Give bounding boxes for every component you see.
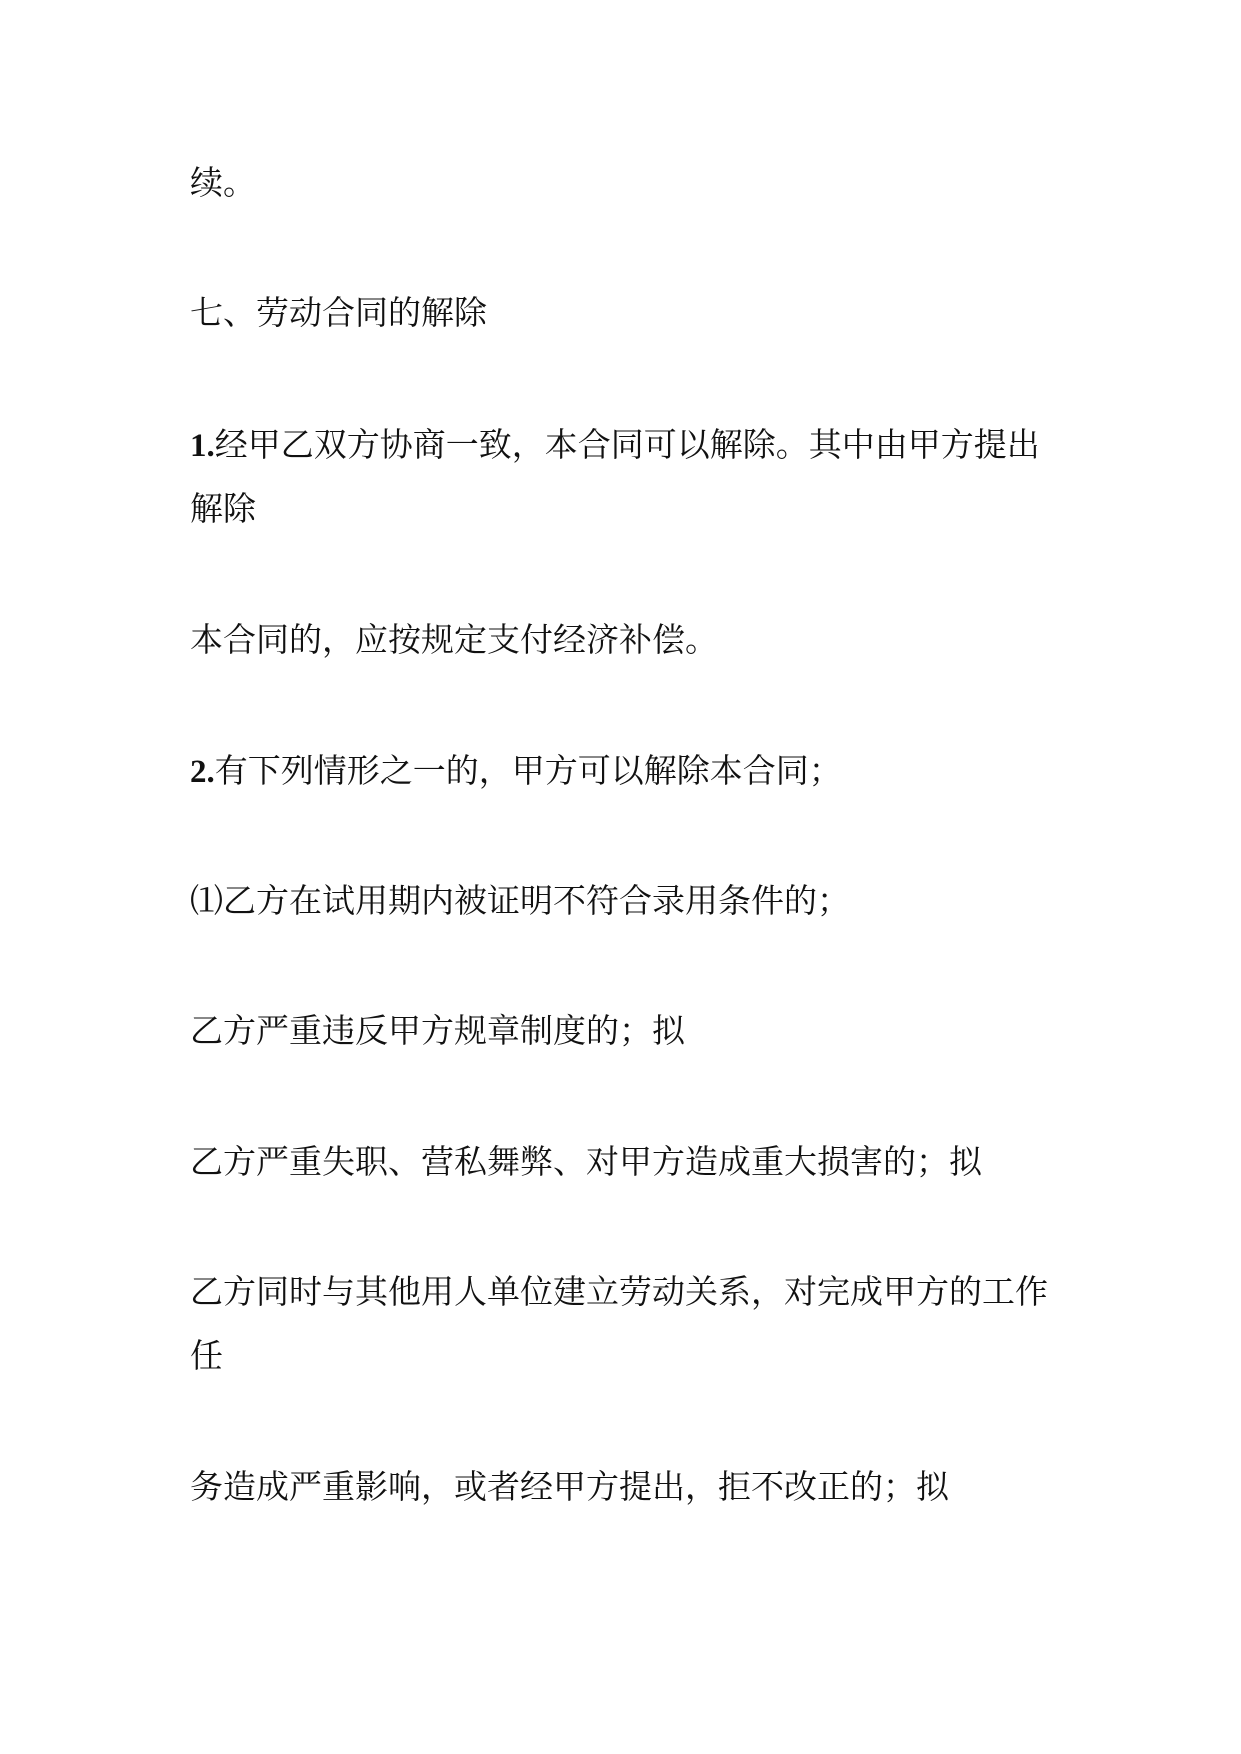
sub-clause xyxy=(190,1011,685,1051)
paragraph-continuation xyxy=(190,163,256,203)
sub-clause-1 xyxy=(190,881,850,921)
clause-number: 2. xyxy=(190,754,215,790)
sub-clause-text: 乙方在试用期内被证明不符合录用条件的； xyxy=(223,881,850,920)
paragraph-text: 本合同的，应按规定支付经济补偿。 xyxy=(190,620,718,659)
clause-number: 1. xyxy=(190,428,215,464)
sub-clause xyxy=(190,1272,1048,1312)
sub-clause-continued xyxy=(190,1336,223,1376)
section-heading-text: 七、劳动合同的解除 xyxy=(190,293,487,332)
paragraph xyxy=(190,620,718,660)
clause-text: 有下列情形之一的，甲方可以解除本合同； xyxy=(214,751,842,790)
sub-clause-text: 乙方严重违反甲方规章制度的；拟 xyxy=(190,1011,685,1050)
sub-clause-text: 乙方严重失职、营私舞弊、对甲方造成重大损害的；拟 xyxy=(190,1142,982,1181)
paragraph-text: 续。 xyxy=(190,163,256,202)
sub-clause-text: 乙方同时与其他用人单位建立劳动关系，对完成甲方的工作 xyxy=(190,1272,1048,1311)
sub-clause xyxy=(190,1142,982,1182)
section-heading xyxy=(190,293,487,333)
clause-1 xyxy=(190,425,1040,465)
clause-1-continued xyxy=(190,489,256,529)
sub-clause-number: ⑴ xyxy=(190,881,223,920)
sub-clause-text: 任 xyxy=(190,1336,223,1375)
paragraph xyxy=(190,1467,949,1507)
clause-2 xyxy=(190,751,842,791)
paragraph-text: 务造成严重影响，或者经甲方提出，拒不改正的；拟 xyxy=(190,1467,949,1506)
clause-text: 经甲乙双方协商一致，本合同可以解除。其中由甲方提出 xyxy=(214,425,1040,464)
clause-text: 解除 xyxy=(190,489,256,528)
